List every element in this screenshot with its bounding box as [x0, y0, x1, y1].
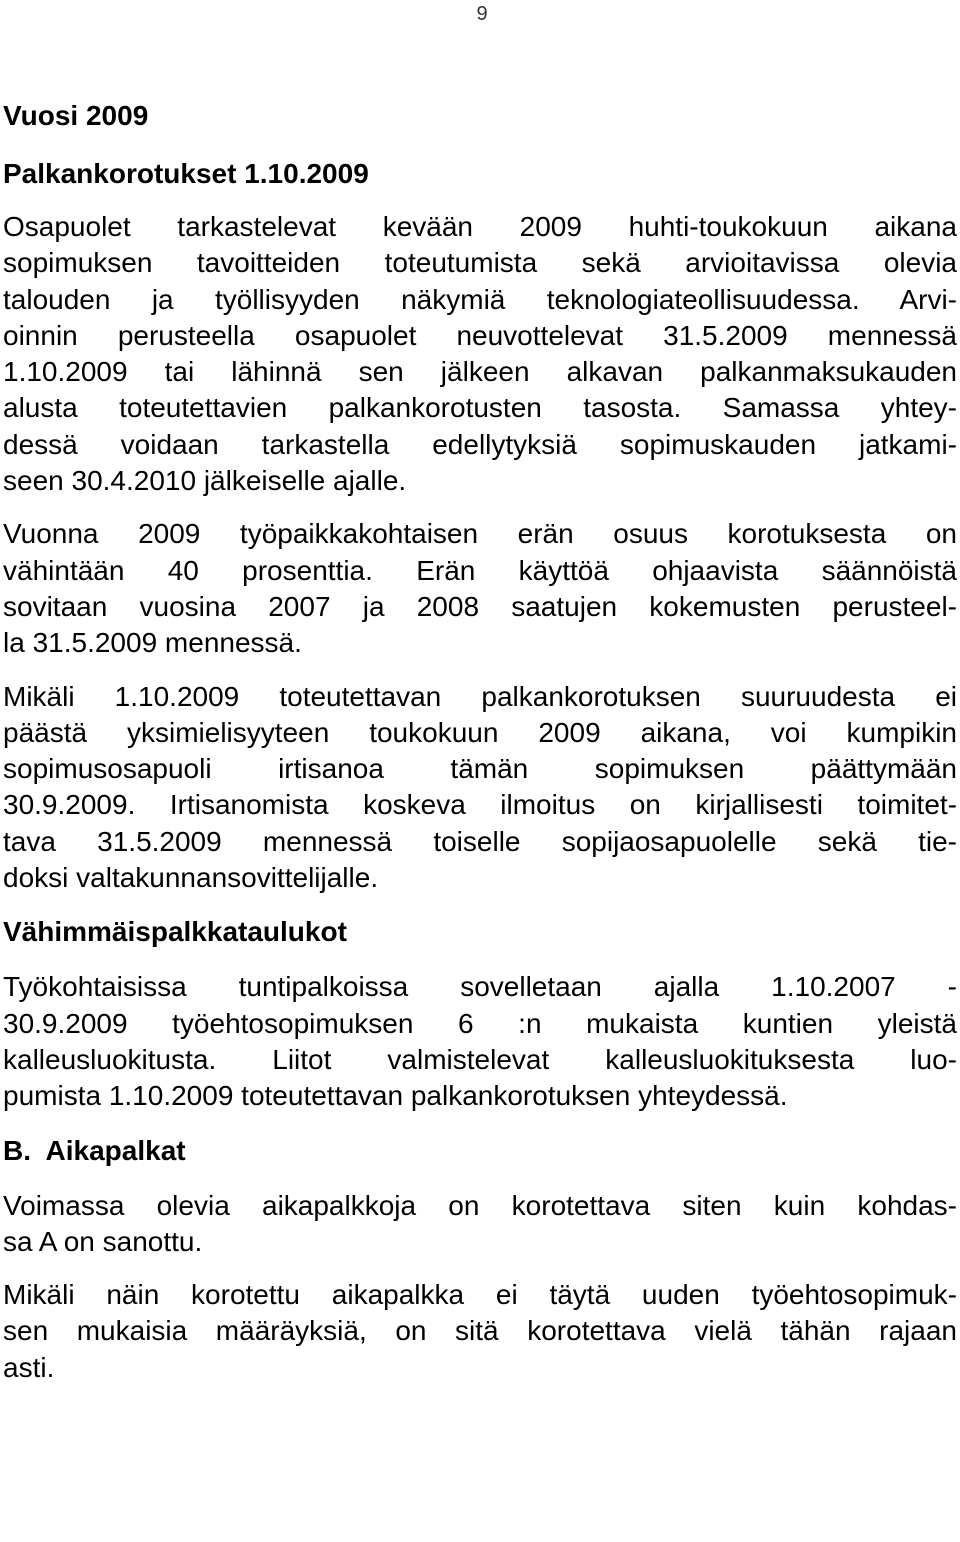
text-line: sa A on sanottu. — [3, 1225, 203, 1257]
text-line: Työkohtaisissa tuntipalkoissa sovelletaan ajalla 1.10.2007 - — [3, 971, 957, 1003]
heading-minimum-wage-tables: Vähimmäispalkkataulukot — [3, 916, 347, 948]
paragraph-local-share — [3, 516, 957, 661]
text-line: alusta toteutettavien palkankorotusten tasosta. Samassa yhtey- — [3, 392, 957, 424]
paragraph-termination — [3, 679, 957, 897]
text-line: 1.10.2009 tai lähinnä sen jälkeen alkavan palkanmaksukauden — [3, 356, 957, 388]
text-line: la 31.5.2009 mennessä. — [3, 627, 302, 659]
text-line: pumista 1.10.2009 toteutettavan palkankorotuksen yhteydessä. — [3, 1080, 788, 1112]
text-line: oinnin perusteella osapuolet neuvottelevat 31.5.2009 mennessä — [3, 319, 957, 351]
text-line: doksi valtakunnansovittelijalle. — [3, 862, 379, 894]
text-line: seen 30.4.2010 jälkeiselle ajalle. — [3, 465, 407, 497]
text-line: päästä yksimielisyyteen toukokuun 2009 aikana, voi kumpikin — [3, 716, 957, 748]
paragraph-time-wage-minimum — [3, 1277, 957, 1386]
text-line: asti. — [3, 1351, 55, 1383]
text-line: vähintään 40 prosenttia. Erän käyttöä ohjaavista säännöistä — [3, 554, 957, 586]
paragraph-cost-of-living — [3, 969, 957, 1114]
paragraph-negotiations — [3, 209, 957, 499]
heading-year: Vuosi 2009 — [3, 100, 149, 131]
text-line: 30.9.2009. Irtisanomista koskeva ilmoitus on kirjallisesti toimitet- — [3, 789, 957, 821]
text-line: Mikäli näin korotettu aikapalkka ei täytä uuden työehtosopimuk- — [3, 1279, 957, 1311]
text-line: 30.9.2009 työehtosopimuksen 6 :n mukaista kuntien yleistä — [3, 1007, 957, 1039]
text-line: Vuonna 2009 työpaikkakohtaisen erän osuus korotuksesta on — [3, 518, 957, 550]
text-line: Osapuolet tarkastelevat kevään 2009 huhti-toukokuun aikana — [3, 211, 957, 242]
text-line: dessä voidaan tarkastella edellytyksiä sopimuskauden jatkami- — [3, 428, 957, 460]
heading-time-wages: B. Aikapalkat — [3, 1134, 186, 1166]
page-number: 9 — [476, 3, 488, 25]
text-line: talouden ja työllisyyden näkymiä teknologiateollisuudessa. Arvi- — [3, 283, 957, 315]
text-line: sopimuksen tavoitteiden toteutumista sekä arvioitavissa olevia — [3, 247, 957, 279]
heading-pay-raises: Palkankorotukset 1.10.2009 — [3, 158, 369, 189]
text-line: Mikäli 1.10.2009 toteutettavan palkankorotuksen suuruudesta ei — [3, 680, 957, 712]
text-line: kalleusluokitusta. Liitot valmistelevat kalleusluokituksesta luo- — [3, 1043, 957, 1075]
text-line: sopimusosapuoli irtisanoa tämän sopimuksen päättymään — [3, 753, 957, 785]
text-line: tava 31.5.2009 mennessä toiselle sopijaosapuolelle sekä tie- — [3, 825, 957, 857]
text-line: sovitaan vuosina 2007 ja 2008 saatujen kokemusten perusteel- — [3, 590, 957, 622]
text-line: Voimassa olevia aikapalkkoja on korotettava siten kuin kohdas- — [3, 1189, 957, 1221]
text-line: sen mukaisia määräyksiä, on sitä korotettava vielä tähän rajaan — [3, 1315, 957, 1347]
document-body — [3, 98, 957, 1386]
paragraph-time-wage-raise — [3, 1188, 957, 1261]
